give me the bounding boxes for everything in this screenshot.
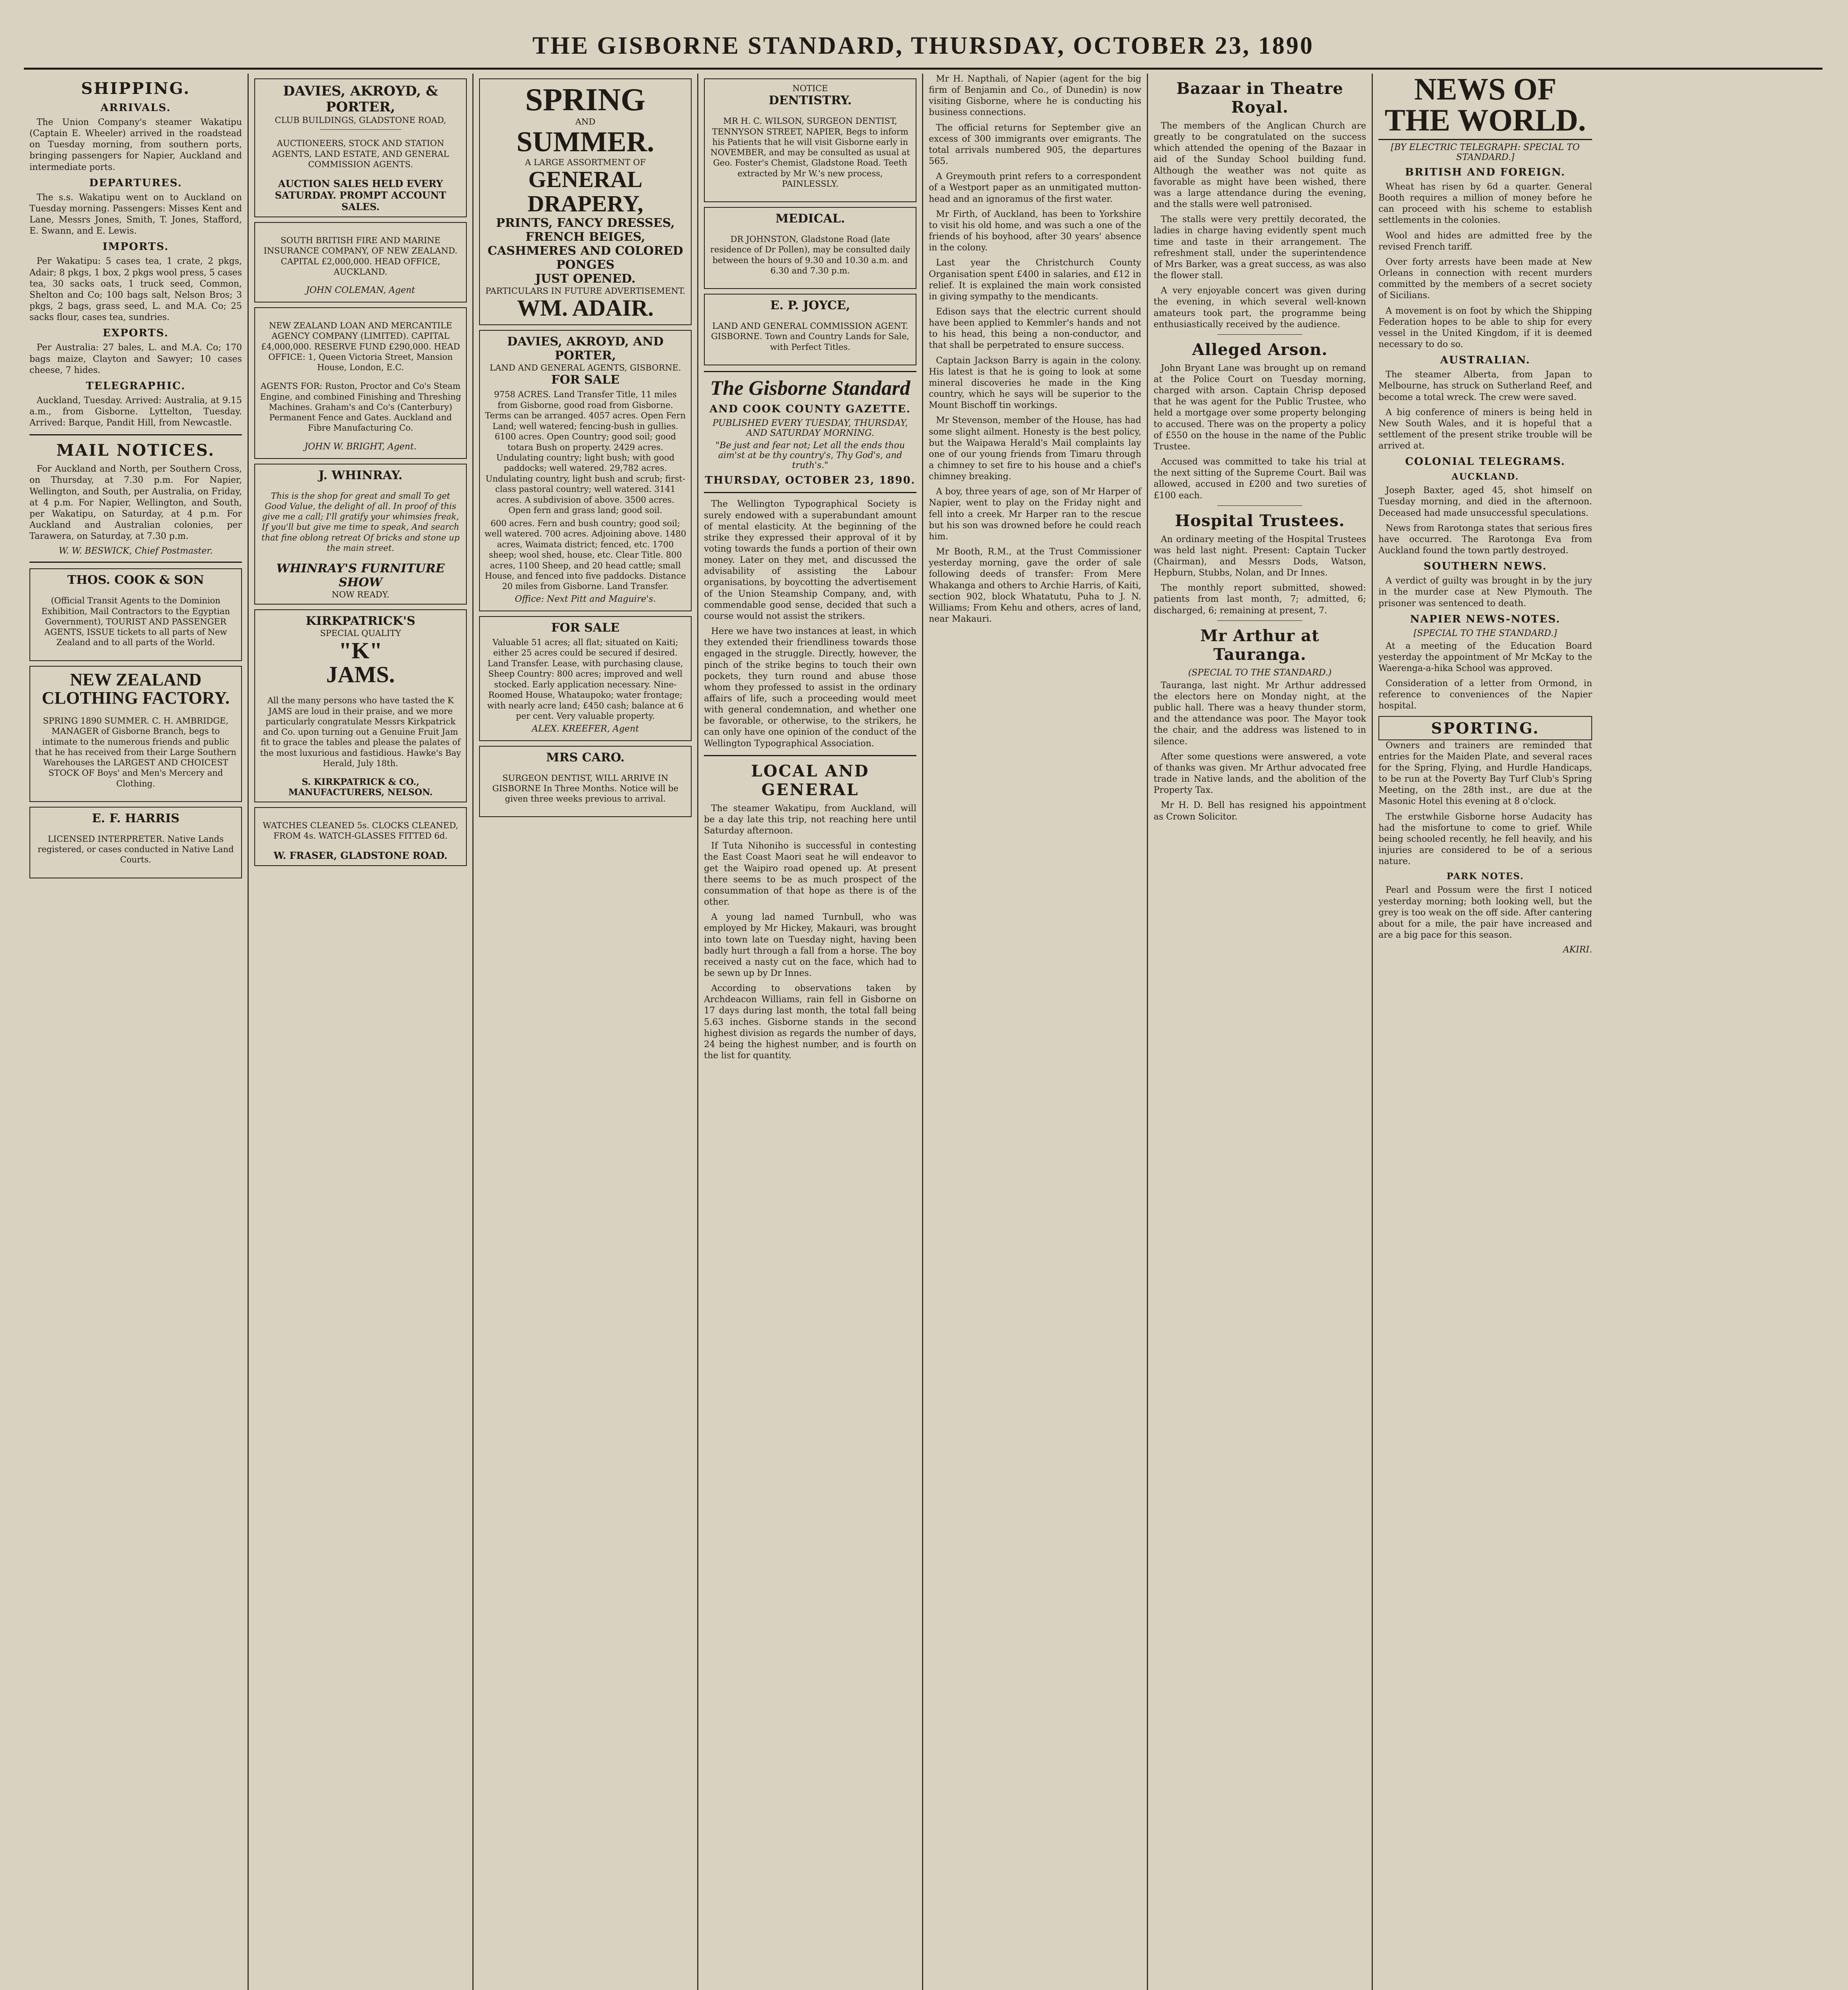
kirk-footer: S. KIRKPATRICK & CO., MANUFACTURERS, NELSON.: [288, 777, 433, 798]
divider: [29, 562, 242, 563]
local-item: Edison says that the electric current should have been applied to Kemmler's hands and not to his head, this being a non-conductor, and that shall be perpetrated to ensure success.: [929, 306, 1141, 351]
insurance-ad: [254, 222, 467, 302]
just-opened: JUST OPENED.: [535, 271, 636, 286]
forsale-heading-2: FOR SALE: [551, 620, 620, 635]
motto: "Be just and fear not; Let all the ends thou aim'st at be thy country's, Thy God's, and truth's.": [715, 441, 905, 471]
assortment: A LARGE ASSORTMENT OF: [525, 157, 646, 167]
british-item: Wheat has risen by 6d a quarter. General Booth requires a million of money before he can proceed with his scheme to establish settlements in the colonies.: [1378, 182, 1592, 226]
napier-item: Consideration of a letter from Ormond, in reference to conveniences of the Napier hospital.: [1378, 679, 1592, 711]
column-3: [474, 74, 698, 1990]
caro-ad: [479, 746, 692, 817]
colonial-heading: COLONIAL TELEGRAMS.: [1405, 456, 1565, 468]
forsale-heading: FOR SALE: [551, 373, 620, 387]
southern-heading: SOUTHERN NEWS.: [1423, 560, 1547, 573]
masthead-title: THE GISBORNE STANDARD, THURSDAY, OCTOBER 23, 1890: [532, 32, 1314, 59]
davies-ad: [254, 78, 467, 217]
column-2: [249, 74, 474, 1990]
column-7: [1373, 74, 1598, 1990]
local-item: Mr Booth, R.M., at the Trust Commissioner yesterday morning, gave the order of sale following deeds of transfer: From Mere Whakanga and others to Archie Harris, of Kaiti, section 902, block Whatatutu, Puha to J. N. Williams; From Kehu and others, acres of land, near Makauri.: [929, 547, 1141, 624]
arson-heading: Alleged Arson.: [1192, 340, 1328, 359]
hospital-heading: Hospital Trustees.: [1175, 511, 1345, 530]
auctioneers-text: AUCTIONEERS, STOCK AND STATION AGENTS, LAND ESTATE, AND GENERAL COMMISSION AGENTS.: [272, 139, 449, 169]
clothing-heading: NEW ZEALAND CLOTHING FACTORY.: [42, 669, 230, 708]
particulars: PARTICULARS IN FUTURE ADVERTISEMENT.: [485, 286, 686, 296]
masthead: [24, 24, 1823, 70]
bazaar-paragraph: A very enjoyable concert was given during the evening, in which several well-known amateurs took part, the programme being enthusiastically received by the audience.: [1154, 286, 1366, 330]
spring-title: SPRING: [525, 82, 646, 117]
column-5: [923, 74, 1148, 1990]
whinray-poem: This is the shop for great and small To get Good Value, the delight of all. In proof of this give me a call; I'll gratify your whimsies freak, If you'll but give me time to speak, And search that fine oblong retreat Of bricks and stone up the main street.: [261, 491, 460, 553]
standard-nameplate: The Gisborne Standard: [710, 377, 910, 400]
agents-text: AGENTS FOR: Ruston, Proctor and Co's Steam Engine, and combined Finishing and Threshing Machines. Graham's and Co's (Canterbury) Permanent Fence and Gates. Auckland and Fibre Manufacturing Co.: [260, 381, 461, 433]
medical-ad: [704, 207, 916, 289]
napier-tag: [SPECIAL TO THE STANDARD.]: [1413, 628, 1557, 638]
arthur-tag: (SPECIAL TO THE STANDARD.): [1188, 667, 1332, 678]
hospital-paragraph: An ordinary meeting of the Hospital Trustees was held last night. Present: Captain Tucker (Chairman), and Messrs Dods, Watson, Hepburn, Stubbs, Nolan, and Dr Innes.: [1154, 534, 1366, 578]
clothing-text: SPRING 1890 SUMMER. C. H. AMBRIDGE, MANAGER of Gisborne Branch, begs to intimate to the numerous friends and public that he has received from their Large Southern Warehouses the LARGEST AND CHOICEST STOCK OF Boys' and Men's Mercery and Clothing.: [35, 716, 236, 788]
arthur-paragraph: After some questions were answered, a vote of thanks was given. Mr Arthur advocated free trade in Native lands, and the abolition of the Property Tax.: [1154, 751, 1366, 796]
nzloan-ad: [254, 307, 467, 459]
watches-text: WATCHES CLEANED 5s. CLOCKS CLEANED, FROM 4s. WATCH-GLASSES FITTED 6d.: [263, 821, 458, 841]
published-line: PUBLISHED EVERY TUESDAY, THURSDAY, AND SATURDAY MORNING.: [712, 418, 908, 439]
sporting-heading: SPORTING.: [1378, 716, 1592, 740]
divider: [704, 492, 916, 493]
kreefer-agent: ALEX. KREEFER, Agent: [532, 724, 639, 734]
local-item: According to observations taken by Archdeacon Williams, rain fell in Gisborne on 17 days during last month, the total fall being 5.63 inches. Gisborne stands in the second highest division as regards the number of days, 24 being the highest number, and is fourth on the list for quantity.: [704, 983, 916, 1061]
telegraphic-heading: TELEGRAPHIC.: [86, 380, 186, 392]
british-item: A movement is on foot by which the Shipping Federation hopes to be able to ship for every vessel in the United Kingdom, if it is deemed necessary to do so.: [1378, 306, 1592, 350]
summer-title: SUMMER.: [517, 126, 654, 158]
fraser-name: W. FRASER, GLADSTONE ROAD.: [273, 849, 448, 861]
australian-item: The steamer Alberta, from Japan to Melbourne, has struck on Sutherland Reef, and become a total wreck. The crew were saved.: [1378, 370, 1592, 402]
leader-paragraph-2: Here we have two instances at least, in which they extended their friendliness towards those engaged in the struggle. Directly, however, the pinch of the strike begins to touch their own pockets, they turn round and abuse those whom they professed to assist in the ordinary affairs of life, such a proceeding would meet with general condemnation, and whether one be favorable, or otherwise, to the strikers, he can only have one opinion of the conduct of the Wellington Typographical Association.: [704, 626, 916, 749]
nzloan-text: NEW ZEALAND LOAN AND MERCANTILE AGENCY COMPANY (LIMITED). CAPITAL £4,000,000. RESERVE FUND £290,000. HEAD OFFICE: 1, Queen Victoria Street, Mansion House, London, E.C.: [261, 321, 460, 372]
leader-paragraph-1: The Wellington Typographical Society is surely endowed with a superabundant amount of mental elasticity. At the beginning of the strike they expressed their approval of it by voting towards the funds a portion of their own money. Later on they met, and discussed the advisability of assisting the Labour organisations, by boycotting the advertisement of the Union Steamship Company, and, with commendable good sense, decided that such a course would not assist the strikers.: [704, 499, 916, 621]
davies-heading: DAVIES, AKROYD, & PORTER,: [283, 83, 438, 115]
local-item: Mr Firth, of Auckland, has been to Yorkshire to visit his old home, and was such a one of the friends of his boyhood, after 30 years' absence in the colony.: [929, 209, 1141, 253]
british-item: Over forty arrests have been made at New Orleans in connection with recent murders committed by the members of a secret society of Sicilians.: [1378, 257, 1592, 301]
divider: [704, 755, 916, 756]
column-6: [1148, 74, 1373, 1990]
sporting-item: The erstwhile Gisborne horse Audacity has had the misfortune to come to grief. While being schooled recently, he fell heavily, and his injuries are considered to be of a serious nature.: [1378, 812, 1592, 867]
kreefer-ad: [479, 616, 692, 741]
park-heading: PARK NOTES.: [1446, 871, 1524, 882]
insurance-text: SOUTH BRITISH FIRE AND MARINE INSURANCE COMPANY, OF NEW ZEALAND. CAPITAL £2,000,000. HEAD OFFICE, AUCKLAND.: [263, 236, 458, 277]
medical-text: DR JOHNSTON, Gladstone Road (late residence of Dr Pollen), may be consulted daily between the hours of 9.30 and 10.30 a.m. and 6.30 and 7.30 p.m.: [710, 234, 910, 275]
exports-heading: EXPORTS.: [103, 327, 169, 339]
and-word: AND: [575, 117, 596, 127]
cook-ad: [29, 568, 242, 661]
notice-heading: NOTICE: [792, 84, 828, 93]
office-note: Office: Next Pitt and Maguire's.: [515, 594, 656, 604]
arrivals-heading: ARRIVALS.: [100, 102, 171, 114]
arson-paragraph: Accused was committed to take his trial at the next sitting of the Supreme Court. Bail was allowed, accused in £200 and two sureties of £100 each.: [1154, 457, 1366, 501]
imports-text: Per Wakatipu: 5 cases tea, 1 crate, 2 pkgs, Adair; 8 pkgs, 1 box, 2 pkgs wool press, 5 cases tea, 30 sacks oats, 1 truck seed, Common, Shelton and Co; 100 bags salt, Nelson Bros; 3 pkgs, 2 bags, grass seed, L. and M.A. Co; 25 sacks flour, cases tea, sundries.: [29, 256, 242, 323]
kirk-sub: SPECIAL QUALITY: [320, 628, 401, 638]
mail-heading: MAIL NOTICES.: [56, 441, 215, 460]
auckland-item: News from Rarotonga states that serious fires have occurred. The Rarotonga Eva from Auckland found the town partly destroyed.: [1378, 523, 1592, 556]
arrivals-text: The Union Company's steamer Wakatipu (Captain E. Wheeler) arrived in the roadstead on Tuesday morning, from southern ports, bringing passengers for Napier, Auckland and intermediate ports.: [29, 117, 242, 172]
local-general-heading: LOCAL AND GENERAL: [751, 761, 869, 799]
local-item: Mr H. Napthali, of Napier (agent for the big firm of Benjamin and Co., of Dunedin) is now visiting Gisborne, where he is conducting his business connections.: [929, 74, 1141, 118]
medical-heading: MEDICAL.: [775, 212, 845, 226]
harris-heading: E. F. HARRIS: [92, 811, 180, 825]
jams-text: All the many persons who have tasted the K JAMS are loud in their praise, and we more particularly congratulate Messrs Kirkpatrick and Co. upon turning out a Genuine Fruit Jam fit to grace the tables and please the palates of the most luxurious and fastidious. Hawke's Bay Herald, July 18th.: [260, 696, 461, 768]
napier-item: At a meeting of the Education Board yesterday the appointment of Mr McKay to the Waerenga-a-hika School was approved.: [1378, 641, 1592, 673]
auckland-heading: AUCKLAND.: [1451, 472, 1519, 482]
jams-heading: JAMS.: [326, 661, 395, 688]
kirk-heading: KIRKPATRICK'S: [306, 614, 415, 628]
drapery-ad: [479, 78, 692, 325]
british-heading: BRITISH AND FOREIGN.: [1405, 166, 1566, 178]
local-item: The steamer Wakatipu, from Auckland, will be a day late this trip, not reaching here until Saturday afternoon.: [704, 803, 916, 836]
whinray-ad: [254, 464, 467, 605]
cook-heading: THOS. COOK & SON: [67, 573, 204, 587]
general-drapery: GENERAL DRAPERY,: [527, 166, 643, 217]
joyce-heading: E. P. JOYCE,: [770, 298, 850, 312]
divider: [1217, 505, 1302, 506]
clothing-ad: [29, 666, 242, 802]
columns: [24, 74, 1823, 1990]
departures-text: The s.s. Wakatipu went on to Auckland on Tuesday morning. Passengers: Misses Kent and Lane, Messrs Jones, Smith, T. Jones, Stafford, E. Swann, and E. Lewis.: [29, 192, 242, 236]
divider: [1217, 620, 1302, 621]
k-brand: "K": [339, 637, 382, 663]
shipping-heading: SHIPPING.: [81, 79, 191, 98]
davies-sub: CLUB BUILDINGS, GLADSTONE ROAD,: [275, 115, 446, 125]
british-item: Wool and hides are admitted free by the revised French tariff.: [1378, 230, 1592, 252]
sale-listings: 9758 ACRES. Land Transfer Title, 11 miles from Gisborne, good road from Gisborne. Terms can be arranged. 4057 acres. Open Fern Land; well watered; fencing-bush in gullies. 6100 acres. Open Country; good soil; good totara Bush on property. 2429 acres. Undulating country; light bush; with good paddocks; well watered. 29,782 acres. Undulating country, light bush and scrub; first-class pastoral country; well watered. 3141 acres. A subdivision of above. 3500 acres. Open fern and grass land; good soil.: [485, 390, 686, 515]
park-item: Pearl and Possum were the first I noticed yesterday morning; both looking well, but the grey is too weak on the off side. After cantering about for a mile, the pair have increased and are a big pace for this season.: [1378, 885, 1592, 940]
fraser-ad: [254, 807, 467, 866]
arthur-heading: Mr Arthur at Tauranga.: [1200, 626, 1320, 664]
bazaar-heading: Bazaar in Theatre Royal.: [1176, 79, 1343, 117]
dap-sub: LAND AND GENERAL AGENTS, GISBORNE.: [489, 363, 681, 373]
exports-text: Per Australia: 27 bales, L. and M.A. Co; 170 bags maize, Clayton and Sawyer; 10 cases cheese, 7 hides.: [29, 343, 242, 375]
australian-item: A big conference of miners is being held in New South Wales, and it is hopeful that a settlement of the present strike trouble will be arrived at.: [1378, 407, 1592, 451]
prints-list: PRINTS, FANCY DRESSES, FRENCH BEIGES, CASHMERES AND COLORED PONGES: [487, 216, 683, 272]
dentistry-ad: [704, 78, 916, 202]
napier-heading: NAPIER NEWS-NOTES.: [1410, 613, 1561, 625]
local-item: If Tuta Nihoniho is successful in contesting the East Coast Maori seat he will endeavor to get the Waipiro road opened up. At present there seems to be as much prospect of the consummation of that hope as there is of the other.: [704, 841, 916, 907]
local-item: A boy, three years of age, son of Mr Harper of Napier, went to play on the Friday night and fell into a creek. Mr Harper ran to the rescue but his son was drowned before he could reach him.: [929, 487, 1141, 542]
local-item: Last year the Christchurch County Organisation spent £400 in salaries, and £12 in relief. It is explained the main work consisted in giving sympathy to the mendicants.: [929, 258, 1141, 302]
divider: [29, 434, 242, 435]
now-ready: NOW READY.: [331, 590, 390, 599]
joyce-text: LAND AND GENERAL COMMISSION AGENT. GISBORNE. Town and Country Lands for Sale, with Perfect Titles.: [711, 321, 910, 352]
divider: [704, 371, 916, 372]
caro-text: SURGEON DENTIST, WILL ARRIVE IN GISBORNE In Three Months. Notice will be given three weeks previous to arrival.: [492, 773, 678, 804]
park-signature: AKIRI.: [1563, 945, 1592, 955]
harris-ad: [29, 807, 242, 878]
postmaster: W. W. BESWICK, Chief Postmaster.: [58, 546, 213, 556]
divider: [1217, 334, 1302, 335]
kirkpatrick-ad: [254, 609, 467, 802]
local-item: The official returns for September give an excess of 300 immigrants over emigrants. The total arrivals numbered 905, the departures 565.: [929, 123, 1141, 167]
whinray-heading: J. WHINRAY.: [318, 468, 403, 482]
imports-heading: IMPORTS.: [102, 241, 169, 253]
southern-item: A verdict of guilty was brought in by the jury in the murder case at New Plymouth. The prisoner was sentenced to death.: [1378, 576, 1592, 609]
mail-text: For Auckland and North, per Southern Cross, on Thursday, at 7.30 p.m. For Napier, Wellington, and South, per Australia, on Friday, at 4 p.m. For Napier, Wellington, and South, per Wakatipu, on Saturday, at 4 p.m. For Auckland and Australian colonies, per Tarawera, on Saturday, at 7.30 p.m.: [29, 464, 242, 542]
bazaar-paragraph: The members of the Anglican Church are greatly to be congratulated on the success which attended the opening of the Bazaar in aid of the Sunday School building fund. Although the weather was not quite as favorable as might have been wished, there was a large attendance during the evening, and the stalls were well patronised.: [1154, 121, 1366, 210]
arson-paragraph: John Bryant Lane was brought up on remand at the Police Court on Tuesday morning, charged with arson. Captain Chrisp deposed that he was agent for the Public Trustee, who held a mortgage over some property belonging to accused. There was on the property a policy of £550 on the house in the name of the Public Trustee.: [1154, 363, 1366, 452]
divider: [320, 129, 401, 130]
harris-text: LICENSED INTERPRETER. Native Lands registered, or cases conducted in Native Land Courts.: [37, 834, 234, 865]
australian-heading: AUSTRALIAN.: [1440, 354, 1530, 367]
auction-sales: AUCTION SALES HELD EVERY SATURDAY. PROMPT ACCOUNT SALES.: [275, 178, 446, 213]
departures-heading: DEPARTURES.: [89, 177, 182, 189]
local-item: Mr Stevenson, member of the House, has had some slight ailment. Honesty is the best policy, but the Waipawa Herald's Mail complaints lay one of our young friends from Timaru through a chimney to set fire to his house and a chief's chimney breaking.: [929, 416, 1141, 482]
auckland-item: Joseph Baxter, aged 45, shot himself on Tuesday morning, and died in the afternoon. Deceased had made unsuccessful speculations.: [1378, 486, 1592, 518]
arthur-paragraph: Tauranga, last night. Mr Arthur addressed the electors here on Monday night, at the public hall. There was a heavy thunder storm, and the attendance was poor. The Mayor took the chair, and the address was listened to in silence.: [1154, 680, 1366, 747]
local-item: A young lad named Turnbull, who was employed by Mr Hickey, Makauri, was brought into town late on Tuesday night, having been badly hurt through a fall from a horse. The boy received a nasty cut on the face, which had to be sewn up by Dr Innes.: [704, 912, 916, 978]
date-line: THURSDAY, OCTOBER 23, 1890.: [705, 474, 916, 487]
sale-listings-2: 600 acres. Fern and bush country; good soil; well watered. 700 acres. Adjoining above. 1480 acres, Waimata district; fenced, etc. 1700 sheep; wool shed, house, etc. Clear Title. 800 acres, 1100 Sheep, and 20 head cattle; small House, and fenced into five paddocks. Distance 20 miles from Gisborne. Land Transfer.: [484, 518, 686, 591]
local-item: A Greymouth print refers to a correspondent of a Westport paper as an unmitigated mutton-head and an ignoramus of the first water.: [929, 172, 1141, 204]
caro-heading: MRS CARO.: [546, 750, 625, 765]
dentistry-heading: DENTISTRY.: [768, 94, 852, 108]
bazaar-paragraph: The stalls were very prettily decorated, the ladies in charge having evidently spent much time and taste in their arrangement. The refreshment stall, under the superintendence of Mrs Barker, was a great success, as was also the flower stall.: [1154, 215, 1366, 281]
world-tag: [BY ELECTRIC TELEGRAPH: SPECIAL TO STANDARD.]: [1391, 142, 1580, 162]
world-title: NEWS OF THE WORLD.: [1378, 74, 1592, 140]
cook-text: (Official Transit Agents to the Dominion Exhibition, Mail Contractors to the Egyptian Government), TOURIST AND PASSENGER AGENTS, ISSUE tickets to all parts of New Zealand and to all parts of the World.: [41, 596, 230, 648]
local-item: Captain Jackson Barry is again in the colony. His latest is that he is going to look at some mineral discoveries he made in the King country, which he says will be superior to the Mount Bischoff tin workings.: [929, 355, 1141, 411]
hospital-paragraph: The monthly report submitted, showed: patients from last month, 7; admitted, 6; discharged, 6; remaining at present, 7.: [1154, 583, 1366, 616]
wilson-text: MR H. C. WILSON, SURGEON DENTIST, TENNYSON STREET, NAPIER, Begs to inform his Patients that he will visit Gisborne early in NOVEMBER, and may be consulted as usual at Geo. Foster's Chemist, Gladstone Road. Teeth extracted by Mr W.'s new process, PAINLESSLY.: [710, 116, 910, 189]
standard-sub: AND COOK COUNTY GAZETTE.: [710, 403, 911, 416]
coleman-agent: JOHN COLEMAN, Agent: [306, 285, 415, 295]
land-sale-ad: [479, 330, 692, 611]
joyce-ad: [704, 294, 916, 365]
bright-agent: JOHN W. BRIGHT, Agent.: [304, 441, 417, 452]
adair-name: WM. ADAIR.: [517, 295, 654, 321]
dap-heading: DAVIES, AKROYD, AND PORTER,: [507, 335, 664, 363]
column-1: [24, 74, 249, 1990]
sporting-item: Owners and trainers are reminded that entries for the Maiden Plate, and several races for the Spring, Flying, and Hurdle Handicaps, to be run at the Poverty Bay Turf Club's Spring Meeting, on the 28th inst., are due at the Masonic Hotel this evening at 8 o'clock.: [1378, 740, 1592, 807]
sale-listings-3: Valuable 51 acres; all flat; situated on Kaiti; either 25 acres could be secured if desired. Land Transfer. Lease, with purchasing clause, Sheep Country: 800 acres; improved and well stocked. Early application necessary. Nine-Roomed House, Whataupoko; water frontage; with nearly acre land; £450 cash; balance at 6 per cent. Very valuable property.: [487, 637, 684, 721]
arthur-paragraph: Mr H. D. Bell has resigned his appointment as Crown Solicitor.: [1154, 800, 1366, 822]
furniture-show: WHINRAY'S FURNITURE SHOW: [276, 562, 445, 589]
telegraphic-text: Auckland, Tuesday. Arrived: Australia, at 9.15 a.m., from Gisborne. Lyttelton, Tuesday. Arrived: Barque, Pandit Hill, from Newcastle.: [29, 395, 242, 428]
column-4: [698, 74, 923, 1990]
